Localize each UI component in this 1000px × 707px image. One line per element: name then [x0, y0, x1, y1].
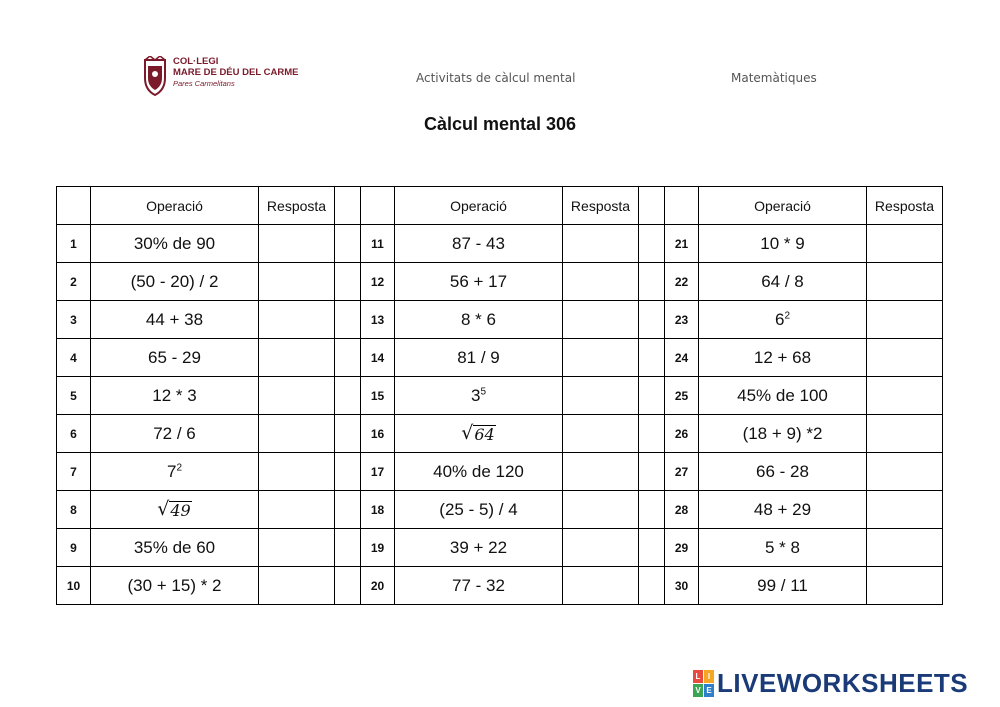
number-header	[665, 187, 699, 225]
exercise-number: 19	[361, 529, 395, 567]
column-spacer	[335, 529, 361, 567]
table-row	[57, 377, 943, 415]
exercise-number: 18	[361, 491, 395, 529]
answer-cell[interactable]	[867, 377, 943, 415]
operation-cell: 35% de 60	[91, 529, 259, 567]
page-title: Càlcul mental 306	[423, 114, 577, 134]
column-spacer	[639, 567, 665, 605]
answer-header: Resposta	[563, 187, 639, 225]
answer-cell[interactable]	[563, 491, 639, 529]
answer-cell[interactable]	[259, 491, 335, 529]
operation-cell: 30% de 90	[91, 225, 259, 263]
answer-cell[interactable]	[259, 263, 335, 301]
table-row	[57, 491, 943, 529]
exercise-number: 1	[57, 225, 91, 263]
operation-cell: 66 - 28	[699, 453, 867, 491]
column-spacer	[639, 301, 665, 339]
answer-cell[interactable]	[259, 225, 335, 263]
answer-cell[interactable]	[563, 377, 639, 415]
exercise-number: 16	[361, 415, 395, 453]
table-row	[57, 453, 943, 491]
column-spacer	[639, 225, 665, 263]
operation-cell	[91, 491, 259, 529]
operation-cell: (30 + 15) * 2	[91, 567, 259, 605]
column-spacer	[335, 377, 361, 415]
badge-letter: L	[693, 670, 703, 683]
column-spacer	[335, 263, 361, 301]
answer-cell[interactable]	[259, 567, 335, 605]
table-row	[57, 529, 943, 567]
answer-cell[interactable]	[867, 263, 943, 301]
answer-cell[interactable]	[867, 339, 943, 377]
live-badge-icon	[693, 670, 714, 697]
table-row	[57, 263, 943, 301]
radicand: 64	[474, 424, 495, 444]
answer-cell[interactable]	[259, 377, 335, 415]
activity-label: Activitats de càlcul mental	[416, 71, 576, 85]
answer-cell[interactable]	[563, 529, 639, 567]
column-spacer	[335, 301, 361, 339]
operation-cell: 10 * 9	[699, 225, 867, 263]
operation-cell: 65 - 29	[91, 339, 259, 377]
answer-cell[interactable]	[867, 491, 943, 529]
column-spacer	[639, 377, 665, 415]
power-base: 3	[470, 385, 481, 405]
radicand: 49	[170, 500, 191, 520]
badge-letter: I	[704, 670, 714, 683]
school-name-line1: COL·LEGI	[173, 56, 219, 67]
operation-header: Operació	[395, 187, 563, 225]
answer-cell[interactable]	[259, 529, 335, 567]
answer-cell[interactable]	[563, 567, 639, 605]
power-exponent: 2	[176, 461, 183, 473]
number-header	[57, 187, 91, 225]
operation-cell: 77 - 32	[395, 567, 563, 605]
brand-name: LIVEWORKSHEETS	[717, 668, 969, 698]
subject-label: Matemàtiques	[731, 71, 817, 85]
exercise-number: 24	[665, 339, 699, 377]
power-base: 6	[774, 309, 785, 329]
operation-cell: (25 - 5) / 4	[395, 491, 563, 529]
exercise-number: 28	[665, 491, 699, 529]
table-row	[57, 301, 943, 339]
column-spacer	[639, 263, 665, 301]
answer-cell[interactable]	[563, 453, 639, 491]
operation-cell: 5 * 8	[699, 529, 867, 567]
exercise-number: 17	[361, 453, 395, 491]
answer-header: Resposta	[259, 187, 335, 225]
column-spacer	[639, 453, 665, 491]
column-spacer	[335, 415, 361, 453]
column-spacer	[335, 491, 361, 529]
answer-cell[interactable]	[867, 301, 943, 339]
answer-cell[interactable]	[259, 339, 335, 377]
answer-cell[interactable]	[563, 301, 639, 339]
answer-header: Resposta	[867, 187, 943, 225]
operation-cell: 40% de 120	[395, 453, 563, 491]
school-logo	[143, 56, 298, 96]
answer-cell[interactable]	[563, 339, 639, 377]
exercise-table	[56, 186, 943, 605]
column-spacer	[335, 225, 361, 263]
school-name-line2: MARE DE DÉU DEL CARME	[173, 67, 299, 78]
power-base: 7	[166, 461, 177, 481]
table-header-row	[57, 187, 943, 225]
radical-icon: √	[461, 421, 474, 444]
operation-cell: 44 + 38	[91, 301, 259, 339]
exercise-number: 13	[361, 301, 395, 339]
exercise-number: 11	[361, 225, 395, 263]
operation-cell: 12 + 68	[699, 339, 867, 377]
square-root	[157, 497, 191, 520]
exercise-number: 25	[665, 377, 699, 415]
exercise-number: 2	[57, 263, 91, 301]
exercise-number: 30	[665, 567, 699, 605]
number-header	[361, 187, 395, 225]
operation-cell: 39 + 22	[395, 529, 563, 567]
square-root	[461, 421, 495, 444]
operation-cell: 99 / 11	[699, 567, 867, 605]
column-spacer	[639, 415, 665, 453]
liveworksheets-logo	[693, 668, 968, 699]
answer-cell[interactable]	[259, 415, 335, 453]
power-exponent: 2	[784, 309, 791, 321]
operation-cell: 87 - 43	[395, 225, 563, 263]
operation-cell	[699, 301, 867, 339]
exercise-number: 12	[361, 263, 395, 301]
school-subtitle: Pares Carmelitans	[173, 79, 235, 88]
exercise-number: 8	[57, 491, 91, 529]
school-crest-icon	[143, 56, 167, 96]
operation-header: Operació	[91, 187, 259, 225]
exercise-number: 9	[57, 529, 91, 567]
table-row	[57, 225, 943, 263]
operation-cell: 8 * 6	[395, 301, 563, 339]
operation-cell: 12 * 3	[91, 377, 259, 415]
exercise-number: 14	[361, 339, 395, 377]
answer-cell[interactable]	[867, 567, 943, 605]
answer-cell[interactable]	[259, 301, 335, 339]
column-spacer	[639, 187, 665, 225]
answer-cell[interactable]	[259, 453, 335, 491]
operation-cell: (18 + 9) *2	[699, 415, 867, 453]
operation-cell: 48 + 29	[699, 491, 867, 529]
operation-header: Operació	[699, 187, 867, 225]
operation-cell: 72 / 6	[91, 415, 259, 453]
exercise-number: 7	[57, 453, 91, 491]
exercise-number: 26	[665, 415, 699, 453]
exercise-number: 23	[665, 301, 699, 339]
answer-cell[interactable]	[563, 225, 639, 263]
badge-letter: E	[704, 684, 714, 697]
answer-cell[interactable]	[867, 453, 943, 491]
table-row	[57, 415, 943, 453]
badge-letter: V	[693, 684, 703, 697]
column-spacer	[335, 339, 361, 377]
exercise-number: 4	[57, 339, 91, 377]
answer-cell[interactable]	[563, 415, 639, 453]
operation-cell: 56 + 17	[395, 263, 563, 301]
answer-cell[interactable]	[867, 225, 943, 263]
operation-cell: 64 / 8	[699, 263, 867, 301]
exercise-number: 6	[57, 415, 91, 453]
operation-cell: (50 - 20) / 2	[91, 263, 259, 301]
exercise-number: 29	[665, 529, 699, 567]
operation-cell: 81 / 9	[395, 339, 563, 377]
exercise-number: 5	[57, 377, 91, 415]
column-spacer	[335, 187, 361, 225]
exercise-number: 20	[361, 567, 395, 605]
column-spacer	[639, 491, 665, 529]
exercise-number: 15	[361, 377, 395, 415]
operation-cell	[395, 415, 563, 453]
answer-cell[interactable]	[563, 263, 639, 301]
exercise-number: 10	[57, 567, 91, 605]
column-spacer	[639, 339, 665, 377]
table-row	[57, 567, 943, 605]
operation-cell	[91, 453, 259, 491]
operation-cell: 45% de 100	[699, 377, 867, 415]
exercise-number: 3	[57, 301, 91, 339]
exercise-number: 27	[665, 453, 699, 491]
column-spacer	[335, 567, 361, 605]
answer-cell[interactable]	[867, 529, 943, 567]
exercise-number: 21	[665, 225, 699, 263]
exercise-number: 22	[665, 263, 699, 301]
table-row	[57, 339, 943, 377]
column-spacer	[335, 453, 361, 491]
radical-icon: √	[157, 497, 170, 520]
column-spacer	[639, 529, 665, 567]
operation-cell	[395, 377, 563, 415]
answer-cell[interactable]	[867, 415, 943, 453]
power-exponent: 5	[480, 385, 487, 397]
